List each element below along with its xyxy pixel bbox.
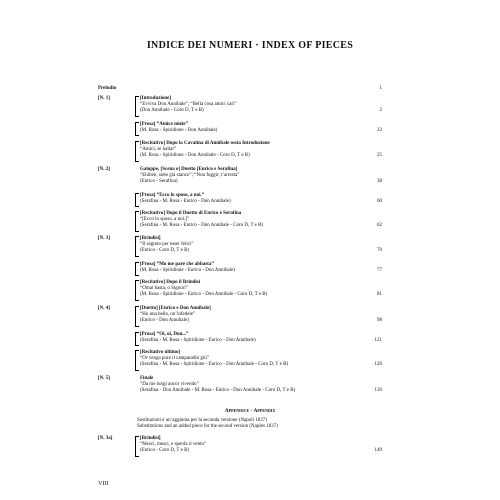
entry-title: [Prosa] “Oi, oi, Don...” xyxy=(140,332,189,337)
entry-bracket xyxy=(135,96,139,117)
entry-text xyxy=(140,262,390,274)
entry-bracket xyxy=(135,332,139,346)
entry-line: (Serafina - Don Annibale - M. Rosa - Enrico - Don Annibale - Coro D, T e B) xyxy=(140,388,296,394)
entry-title: [Recitativo] Dopo la Cavatina di Annibale ossia Introduzione xyxy=(140,141,270,146)
entry-number: [N. 3a] xyxy=(98,436,113,441)
entry-line: (Serafina - M. Rosa - Spiridione - Enrico - Don Annibale) xyxy=(140,338,256,344)
entry-text xyxy=(140,306,390,325)
entry-line: (Enrico - Don Annibale) xyxy=(140,318,189,324)
entry-title: [Duetto] [Enrico e Don Annibale] xyxy=(140,306,211,311)
entry-page-number: 62 xyxy=(377,223,382,229)
entry-bracket xyxy=(135,350,139,371)
entry-text xyxy=(140,236,390,255)
entry-title: [Introduzione] xyxy=(140,96,172,101)
entry-bracket xyxy=(135,306,139,327)
appendix-note-it: Sostituzioni e un’aggiunta per la seconda versione (Napoli 1837) xyxy=(137,418,267,423)
entry-bracket xyxy=(135,193,139,207)
entry-title: [Prosa] “Mo me pare che abbasta” xyxy=(140,262,214,267)
entry-page-number: 38 xyxy=(377,179,382,185)
entry-title: [Recitativo] Dopo il Duetto di Enrico e Serafina xyxy=(140,211,242,216)
entry-title: [Prosa] “Ecco lo sposo, a noi.” xyxy=(140,193,205,198)
entry-page-number: 2 xyxy=(379,108,382,114)
entry-line: “[Ecco lo sposo, a noi.]” xyxy=(140,217,190,223)
entry-page-number: 98 xyxy=(377,318,382,324)
entry-number: [N. 5] xyxy=(98,376,110,381)
entry-page-number: 60 xyxy=(377,199,382,205)
entry-text xyxy=(140,193,390,205)
entry-bracket xyxy=(135,122,139,136)
entry-page-number: 126 xyxy=(374,362,382,368)
entry-title: [Brindisi] xyxy=(140,436,161,441)
appendix-note xyxy=(137,418,397,430)
entry-number: [N. 3] xyxy=(98,236,110,241)
entry-bracket xyxy=(135,141,139,162)
entry-bracket xyxy=(135,236,139,257)
entry-text xyxy=(140,280,390,299)
entry-page-number: 130 xyxy=(374,388,382,394)
entry-number: [N. 2] xyxy=(98,167,110,172)
entry-page-number: 149 xyxy=(374,448,382,454)
entry-text xyxy=(140,96,390,115)
entry-page-number: 70 xyxy=(377,248,382,254)
entry-page-number: 81 xyxy=(377,292,382,298)
preludio-page: 1 xyxy=(379,86,382,91)
entry-text xyxy=(140,436,390,455)
folio: VIII xyxy=(98,481,109,487)
entry-line: (Serafina - M. Rosa - Enrico - Don Annibale) xyxy=(140,199,231,205)
entry-title: [Recitativo] Dopo il Brindisi xyxy=(140,280,201,285)
entry-text xyxy=(140,141,390,160)
entry-page-number: 77 xyxy=(377,268,382,274)
entry-title: [Brindisi] xyxy=(140,236,161,241)
entry-line: “Il segreto per esser felici” xyxy=(140,242,194,248)
entry-line: (Enrico - Serafina) xyxy=(140,179,178,185)
appendix-title: Appendice · Appendix xyxy=(224,408,276,414)
entry-title: [Recitativo ultimo] xyxy=(140,350,181,355)
appendix-note-en: Substitutions and an added piece for the second version (Naples 1837) xyxy=(137,424,278,430)
entry-line: (M. Rosa - Spiridione - Enrico - Don Annibale - Coro D, T e B) xyxy=(140,292,268,298)
entry-text xyxy=(140,167,390,186)
entry-line: (M. Rosa - Spiridione - Enrico - Don Annibale) xyxy=(140,268,235,274)
entry-line: (Don Annibale - Coro D, T e B) xyxy=(140,108,204,114)
entry-line: “Ehiben, siete già stanco”; “Non fuggir, t’arresta” xyxy=(140,173,240,179)
entry-line: “Amici, se ballar” xyxy=(140,147,177,153)
entry-line: “Da me lungi ancor vivendo” xyxy=(140,382,199,388)
entry-title: Finale xyxy=(140,376,154,381)
entry-number: [N. 1] xyxy=(98,96,110,101)
page-title: INDICE DEI NUMERI · INDEX OF PIECES xyxy=(146,40,354,51)
preludio-label: Preludio xyxy=(98,86,117,91)
entry-line: (M. Rosa - Spiridione - Don Annibale - Coro D, T e B) xyxy=(140,153,250,159)
entry-text xyxy=(140,350,390,369)
entry-title: [Prosa] “Amice mieie” xyxy=(140,122,188,127)
entry-text xyxy=(140,376,390,395)
entry-bracket xyxy=(135,211,139,232)
entry-line: (Serafina - M. Rosa - Spiridione - Enrico - Don Annibale - Coro D, T e B) xyxy=(140,362,289,368)
entry-line: (Enrico - Coro D, T e B) xyxy=(140,448,190,454)
entry-line: “Or venga pure il campanello giù” xyxy=(140,356,209,362)
entry-number: [N. 4] xyxy=(98,306,110,311)
entry-page-number: 25 xyxy=(377,153,382,159)
entry-page-number: 22 xyxy=(377,128,382,134)
entry-text xyxy=(140,122,390,134)
entry-line: “Mesci, mesci, e sperda il vento” xyxy=(140,442,207,448)
entry-text xyxy=(140,211,390,230)
entry-line: (Enrico - Coro D, T e B) xyxy=(140,248,190,254)
entry-text xyxy=(140,332,390,344)
entry-title: Galoppe, [Scena e] Duetto [Enrico e Serafina] xyxy=(140,167,238,172)
entry-bracket xyxy=(135,280,139,301)
entry-line: (Serafina - M. Rosa - Enrico - Don Annibale - Coro D, T e B) xyxy=(140,223,264,229)
entry-line: “Ho una bella, un’infedele” xyxy=(140,312,196,318)
entry-line: “Evviva Don Annibale”; “Bella cosa amici cari” xyxy=(140,102,237,108)
entry-bracket xyxy=(135,262,139,276)
entry-page-number: 121 xyxy=(374,338,382,344)
entry-bracket xyxy=(135,436,139,457)
entry-line: “Omai basta, o Signori” xyxy=(140,286,189,292)
entry-line: (M. Rosa - Spiridione - Don Annibale) xyxy=(140,128,218,134)
